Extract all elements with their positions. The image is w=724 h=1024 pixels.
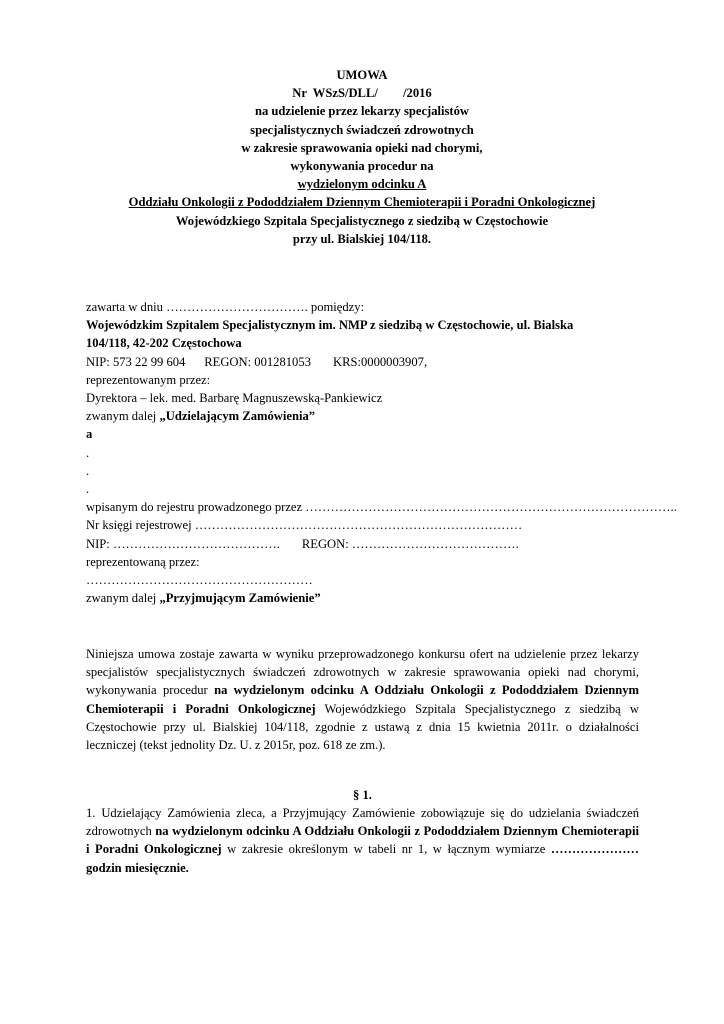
contract-title-block	[60, 66, 664, 248]
hospital-ids-line: NIP: 573 22 99 604 REGON: 001281053 KRS:0000003907,	[86, 354, 428, 369]
intro-bold: na wydzielonym odcinku A Oddziału Onkologii z Pododdziałem Dziennym Chemioterapii i Poradni Onkologicznej	[86, 683, 640, 716]
title-line-underlined: Oddziału Onkologii z Pododdziałem Dziennym Chemioterapii i Poradni Onkologicznej	[128, 195, 596, 210]
section-1-paragraph	[86, 804, 639, 877]
called-prefix-2: zwanym dalej	[86, 591, 160, 606]
title-line: wykonywania procedur na	[290, 159, 434, 174]
title-line: specjalistycznych świadczeń zdrowotnych	[250, 122, 474, 137]
contract-number: Nr WSzS/DLL/ /2016	[292, 86, 432, 101]
nip-regon-line: NIP: …………………………………. REGON: ………………………………….	[86, 536, 519, 551]
represented-by-label-2: reprezentowaną przez:	[86, 554, 200, 569]
blank-dot-line: .	[86, 463, 90, 478]
title-line: w zakresie sprawowania opieki nad chorymi,	[241, 140, 483, 155]
blank-dot-line: .	[86, 445, 90, 460]
called-line	[86, 407, 646, 425]
called-prefix: zwanym dalej	[86, 409, 160, 424]
book-line: Nr księgi rejestrowej ……………………………………………………………………	[86, 518, 523, 533]
represented-by-label: reprezentowanym przez:	[86, 372, 211, 387]
rep-dots-line: ………………………………………………	[86, 573, 313, 588]
section1-bold-a: na wydzielonym odcinku A Oddziału Onkologii z Pododdziałem Dziennym Chemioterapii i Poradni Onkologicznej	[86, 824, 639, 857]
registry-line: wpisanym do rejestru prowadzonego przez ……………………………………………………………………………..	[86, 500, 677, 515]
section1-bold-b: ………………… godzin miesięcznie.	[86, 842, 639, 875]
called-name: „Udzielającym Zamówienia”	[159, 409, 316, 424]
director-line: Dyrektora – lek. med. Barbarę Magnuszewską-Pankiewicz	[86, 391, 383, 406]
section1-text-a: 1. Udzielający Zamówienia zleca, a Przyjmujący Zamówienie zobowiązuje się do udzielania świadczeń zdrowotnych	[86, 806, 639, 839]
section1-text-b: w zakresie określonym w tabeli nr 1, w łącznym wymiarze	[221, 842, 551, 857]
hospital-name-line: Wojewódzkim Szpitalem Specjalistycznym im. NMP z siedzibą w Częstochowie, ul. Bialska	[86, 318, 574, 333]
title-line: Wojewódzkiego Szpitala Specjalistycznego z siedzibą w Częstochowie	[175, 213, 549, 228]
title-line: przy ul. Bialskiej 104/118.	[292, 231, 432, 246]
blank-dot-line: .	[86, 482, 90, 497]
parties-block	[86, 298, 677, 607]
title-line-underlined: wydzielonym odcinku A	[297, 177, 427, 192]
intro-text-a: Niniejsza umowa zostaje zawarta w wyniku przeprowadzonego konkursu ofert na udzielenie przez lekarzy specjalistów specjalistycznych świadczeń zdrowotnych w zakresie sprawowania opieki nad chorymi, wykonywania procedur	[86, 647, 639, 698]
section-1-heading: § 1.	[353, 788, 372, 802]
called-name-2: „Przyjmującym Zamówienie”	[159, 591, 321, 606]
and-line: a	[86, 427, 93, 442]
concluded-date-line: zawarta w dniu ……………………………. pomiędzy:	[86, 300, 365, 314]
title-line: na udzielenie przez lekarzy specjalistów	[254, 104, 470, 119]
hospital-address-line: 104/118, 42-202 Częstochowa	[86, 336, 242, 351]
title-umowa: UMOWA	[336, 68, 388, 82]
called-line-2	[86, 589, 646, 607]
intro-text-b: Wojewódzkiego Szpitala Specjalistycznego z siedzibą w Częstochowie przy ul. Bialskiej 104/118, zgodnie z ustawą z dnia 15 kwietnia 2011r. o działalności leczniczej (tekst jednolity Dz. U. z 2015r, poz. 618 ze zm.).	[86, 701, 639, 753]
intro-paragraph	[86, 645, 639, 754]
